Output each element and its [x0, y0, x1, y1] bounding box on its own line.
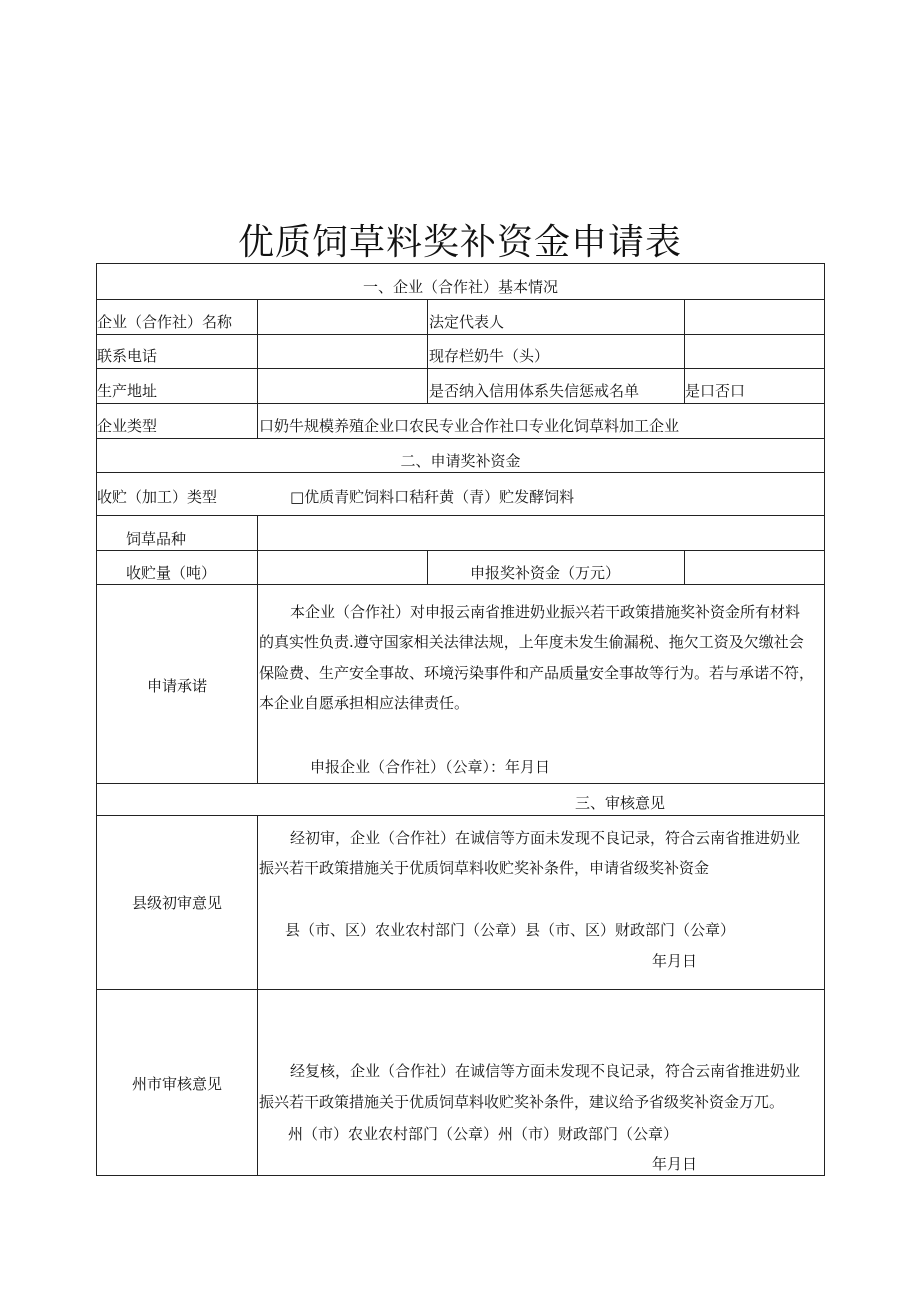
- pledge-text-line: 本企业（合作社）对申报云南省推进奶业振兴若干政策措施奖补资金所有材料: [290, 603, 801, 621]
- pledge-signature: 申报企业（合作社）（公章）：年月日: [310, 758, 551, 776]
- contact-phone-label: 联系电话: [97, 347, 158, 365]
- enterprise-type-label: 企业类型: [97, 417, 158, 435]
- row-divider: [96, 815, 825, 816]
- prefecture-review-text-line: 振兴若干政策措施关于优质饲草料收贮奖补条件，建议给予省级奖补资金万兀。: [259, 1093, 785, 1111]
- prefecture-review-text-line: 经复核，企业（合作社）在诚信等方面未发现不良记录，符合云南省推进奶业: [290, 1062, 801, 1080]
- row-divider: [96, 472, 825, 473]
- row-divider: [96, 989, 825, 990]
- pledge-label: 申请承诺: [146, 677, 207, 695]
- pledge-text-line: 保险费、生产安全事故、环境污染事件和产品质量安全事故等行为。若与承诺不符，: [259, 664, 815, 682]
- dairy-cattle-count-label: 现存栏奶牛（头）: [429, 347, 550, 365]
- row-divider: [96, 584, 825, 585]
- forage-variety-label: 饲草品种: [126, 530, 187, 548]
- county-review-label: 县级初审意见: [131, 894, 222, 912]
- column-divider: [257, 515, 258, 783]
- row-divider: [96, 334, 825, 335]
- company-name-label: 企业（合作社）名称: [97, 313, 233, 331]
- legal-representative-label: 法定代表人: [429, 313, 505, 331]
- credit-blacklist-options[interactable]: 是口否口: [685, 382, 746, 400]
- pledge-text-line: 的真实性负责.遵守国家相关法律法规，上年度未发生偷漏税、拖欠工资及欠缴社会: [259, 633, 804, 651]
- prefecture-review-date: 年月日: [652, 1155, 698, 1173]
- production-address-label: 生产地址: [97, 382, 158, 400]
- column-divider: [257, 815, 258, 1176]
- prefecture-review-signature: 州（市）农业农村部门（公章）州（市）财政部门（公章）: [288, 1125, 679, 1143]
- county-review-signature: 县（市、区）农业农村部门（公章）县（市、区）财政部门（公章）: [285, 921, 736, 939]
- credit-blacklist-label: 是否纳入信用体系失信惩戒名单: [429, 382, 640, 400]
- section2-heading: 二、申请奖补资金: [400, 452, 521, 470]
- form-title: 优质饲草料奖补资金申请表: [237, 222, 682, 263]
- storage-type-options[interactable]: □优质青贮饲料口秸秆黄（青）贮发酵饲料: [290, 488, 575, 506]
- pledge-text-line: 本企业自愿承担相应法律责任。: [259, 694, 470, 712]
- section3-heading: 三、审核意见: [575, 794, 666, 812]
- storage-quantity-label: 收贮量（吨）: [126, 564, 217, 582]
- subsidy-amount-label: 申报奖补资金（万元）: [470, 564, 621, 582]
- county-review-text-line: 经初审，企业（合作社）在诚信等方面未发现不良记录，符合云南省推进奶业: [290, 829, 801, 847]
- storage-type-label: 收贮（加工）类型: [97, 488, 218, 506]
- row-divider: [96, 515, 825, 516]
- row-divider: [96, 299, 825, 300]
- column-divider: [427, 550, 428, 584]
- row-divider: [96, 550, 825, 551]
- row-divider: [96, 438, 825, 439]
- county-review-text-line: 振兴若干政策措施关于优质饲草料收贮奖补条件，申请省级奖补资金: [259, 859, 710, 877]
- county-review-date: 年月日: [652, 952, 698, 970]
- enterprise-type-options[interactable]: 口奶牛规模养殖企业口农民专业合作社口专业化饲草料加工企业: [259, 417, 680, 435]
- column-divider: [427, 299, 428, 404]
- row-divider: [96, 368, 825, 369]
- column-divider: [257, 299, 258, 439]
- row-divider: [96, 783, 825, 784]
- column-divider: [684, 550, 685, 584]
- section1-heading: 一、企业（合作社）基本情况: [362, 278, 558, 296]
- row-divider: [96, 403, 825, 404]
- prefecture-review-label: 州市审核意见: [131, 1075, 222, 1093]
